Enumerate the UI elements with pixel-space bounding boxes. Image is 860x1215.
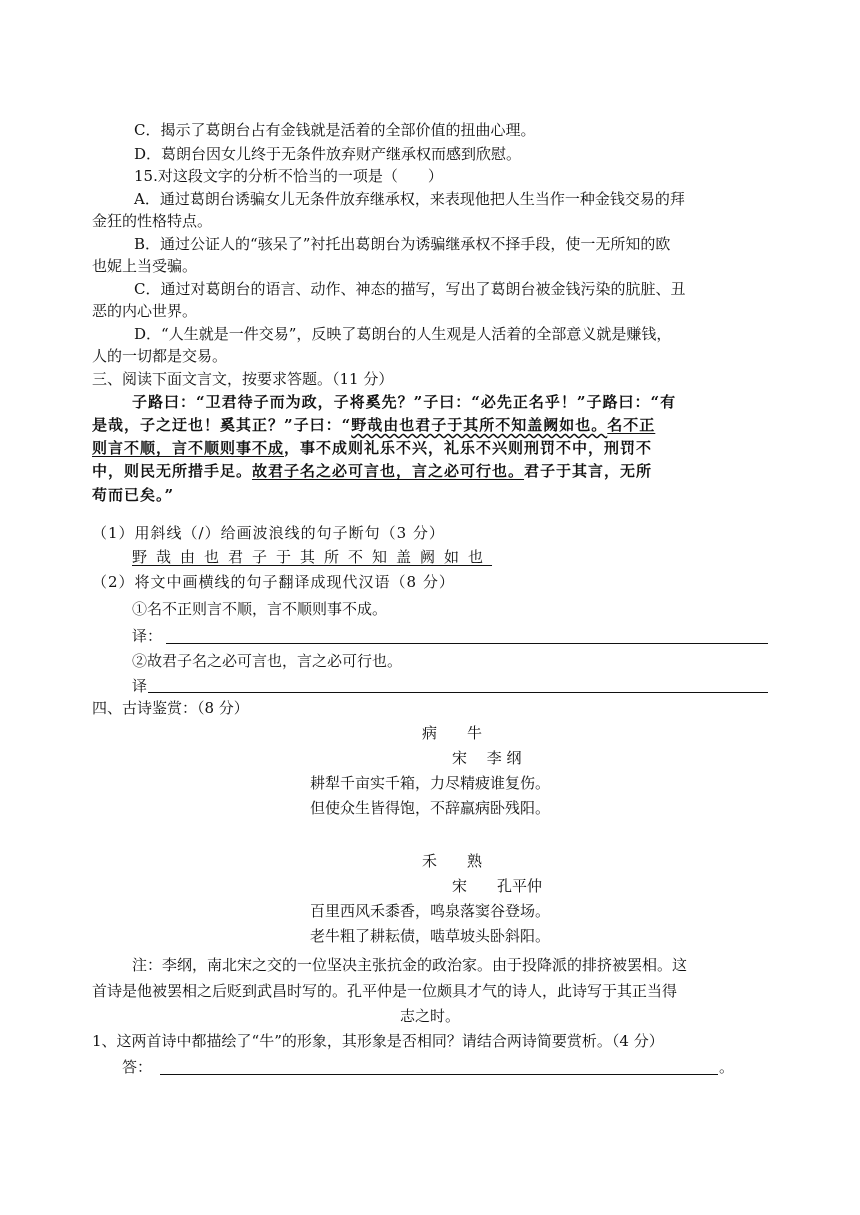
poem1-line1: 耕犁千亩实千箱，力尽精疲谁复伤。 [309,774,550,792]
q15-option-d-line1: D．“人生就是一件交易”，反映了葛朗台的人生观是人活着的全部意义就是赚钱， [134,325,672,343]
q15-option-b-line2: 也妮上当受骗。 [92,257,198,275]
underlined-sentence-2: 故君子名之必可言也，言之必可行也。 [252,462,525,480]
q2-sentence-1: ①名不正则言不顺，言不顺则事不成。 [132,600,388,618]
underlined-sentence-1-part2: 则言不顺，言不顺则事不成 [92,439,285,457]
q2-stem: （2）将文中画横线的句子翻译成现代汉语（8 分） [92,573,455,591]
q14-option-d: D．葛朗台因女儿终于无条件放弃财产继承权而感到欣慰。 [134,145,522,163]
poem1-title: 病 牛 [422,724,483,742]
note-line3: 志之时。 [399,1007,460,1025]
q15-option-a-line2: 金狂的性格特点。 [92,212,213,230]
classical-text-plain: 中，则民无所措手足。 [92,462,253,480]
q2-translate-label-2: 译 [132,677,148,695]
q15-option-b-line1: B．通过公证人的“骇呆了”衬托出葛朗台为诱骗继承权不择手段，使一无所知的欧 [134,235,671,253]
q2-sentence-2: ②故君子名之必可言也，言之必可行也。 [132,652,403,670]
poem1-author: 宋 李 纲 [452,749,522,767]
answer-period: 。 [719,1058,735,1076]
answer-label: 答： [122,1058,153,1076]
q15-option-a-line1: A．通过葛朗台诱骗女儿无条件放弃继承权，来表现他把人生当作一种金钱交易的拜 [134,190,685,208]
classical-text-line2 [92,414,655,436]
q2-translate-label-1: 译： [132,627,163,645]
section3-title: 三、阅读下面文言文，按要求答题。（11 分） [92,370,394,388]
wavy-underlined-sentence: 野哉由也君子于其所不知盖阙如也。 [351,416,608,434]
q2-answer-line-1[interactable] [166,643,768,644]
section4-question1: 1、这两首诗中都描绘了“牛”的形象，其形象是否相同？请结合两诗简要赏析。（4 分） [92,1032,664,1050]
poem2-author: 宋 孔平仲 [452,877,543,895]
classical-text-line3 [92,437,652,459]
note-line2: 首诗是他被罢相之后贬到武昌时写的。孔平仲是一位颇具才气的诗人，此诗写于其正当得 [92,982,678,1000]
classical-text-line1: 子路曰：“卫君待子而为政，子将奚先？”子曰：“必先正名乎！”子路曰：“有 [132,393,677,411]
poem2-line2: 老牛粗了耕耘债，啮草坡头卧斜阳。 [309,927,550,945]
classical-text-plain: ，事不成则礼乐不兴，礼乐不兴则刑罚不中，刑罚不 [284,439,653,457]
underlined-sentence-1-part1: 名不正 [607,416,656,434]
q15-option-c-line2: 恶的内心世界。 [92,302,198,320]
classical-text-line4 [92,460,652,482]
q1-stem: （1）用斜线（/）给画波浪线的句子断句（3 分） [92,524,445,542]
classical-text-plain: 是哉，子之迂也！奚其正？”子曰：“ [92,416,352,434]
q15-stem: 15.对这段文字的分析不恰当的一项是（ ） [134,167,443,185]
q14-option-c: C．揭示了葛朗台占有金钱就是活着的全部价值的扭曲心理。 [134,121,536,139]
poem1-line2: 但使众生皆得饱，不辞羸病卧残阳。 [309,799,550,817]
q15-option-c-line1: C．通过对葛朗台的语言、动作、神态的描写，写出了葛朗台被金钱污染的肮脏、丑 [134,280,686,298]
section4-title: 四、古诗鉴赏：（8 分） [92,699,249,717]
q15-option-d-line2: 人的一切都是交易。 [92,347,228,365]
answer-line[interactable] [160,1074,718,1075]
poem2-line1: 百里西风禾黍香，鸣泉落窦谷登场。 [309,902,550,920]
classical-text-plain: 君子于其言，无所 [524,462,653,480]
poem2-title: 禾 熟 [422,852,483,870]
q1-sentence-to-punctuate: 野哉由也君子于其所不知盖阙如也 [132,548,493,566]
q2-answer-line-2[interactable] [148,692,768,693]
classical-text-line5: 苟而已矣。” [92,486,175,504]
note-line1: 注：李纲，南北宋之交的一位坚决主张抗金的政治家。由于投降派的排挤被罢相。这 [132,956,688,974]
